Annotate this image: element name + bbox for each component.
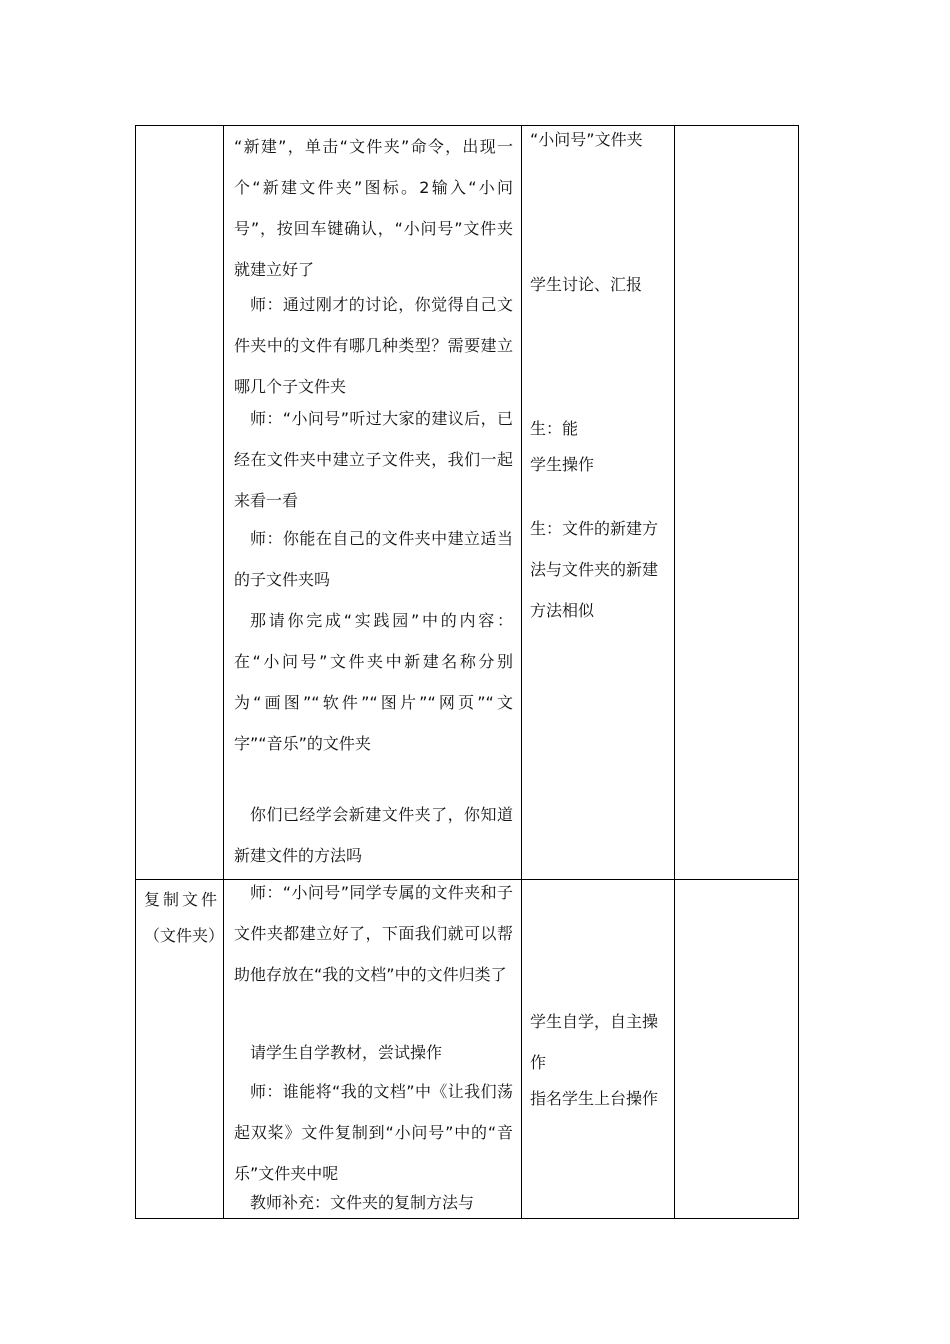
teacher-paragraph: 那请你完成“实践园”中的内容：在“小问号”文件夹中新建名称分别为“画图”“软件”“图片”“网页”“文字”“音乐”的文件夹	[234, 611, 513, 753]
teacher-activity-cell	[224, 126, 522, 880]
teacher-paragraph: 师：谁能将“我的文档”中《让我们荡起双桨》文件复制到“小问号”中的“音乐”文件夹中呢	[234, 1082, 513, 1183]
lesson-plan-table	[135, 125, 799, 1219]
notes-cell	[675, 880, 799, 1219]
student-note: 学生自学，自主操作	[530, 1012, 659, 1072]
table-row	[136, 880, 799, 1219]
teacher-paragraph: 你们已经学会新建文件夹了，你知道新建文件的方法吗	[234, 805, 513, 865]
student-note: “小问号”文件夹	[530, 130, 643, 149]
student-activity-cell	[522, 126, 675, 880]
student-note: 学生操作	[530, 455, 595, 474]
table-row	[136, 126, 799, 880]
student-note: 指名学生上台操作	[530, 1089, 659, 1108]
stage-cell	[136, 126, 224, 880]
teacher-paragraph: 师：通过刚才的讨论，你觉得自己文件夹中的文件有哪几种类型？需要建立哪几个子文件夹	[234, 295, 513, 396]
teacher-paragraph: “新建”，单击“文件夹”命令，出现一个“新建文件夹”图标。2输入“小问号”，按回车键确认，“小问号”文件夹就建立好了	[234, 137, 513, 279]
student-activity-cell	[522, 880, 675, 1219]
teacher-paragraph: 师：“小问号”同学专属的文件夹和子文件夹都建立好了，下面我们就可以帮助他存放在“我的文档”中的文件归类了	[234, 883, 513, 984]
teacher-paragraph: 请学生自学教材，尝试操作	[250, 1043, 443, 1062]
stage-label: 复制文件（文件夹）	[144, 890, 225, 945]
teacher-activity-cell	[224, 880, 522, 1219]
stage-cell	[136, 880, 224, 1219]
student-note: 生：能	[530, 419, 579, 438]
teacher-paragraph: 教师补充：文件夹的复制方法与	[250, 1193, 475, 1212]
teacher-paragraph: 师：你能在自己的文件夹中建立适当的子文件夹吗	[234, 529, 513, 589]
notes-cell	[675, 126, 799, 880]
teacher-paragraph: 师：“小问号”听过大家的建议后，已经在文件夹中建立子文件夹，我们一起来看一看	[234, 409, 513, 510]
student-note: 生：文件的新建方法与文件夹的新建方法相似	[530, 519, 659, 620]
student-note: 学生讨论、汇报	[530, 275, 643, 294]
